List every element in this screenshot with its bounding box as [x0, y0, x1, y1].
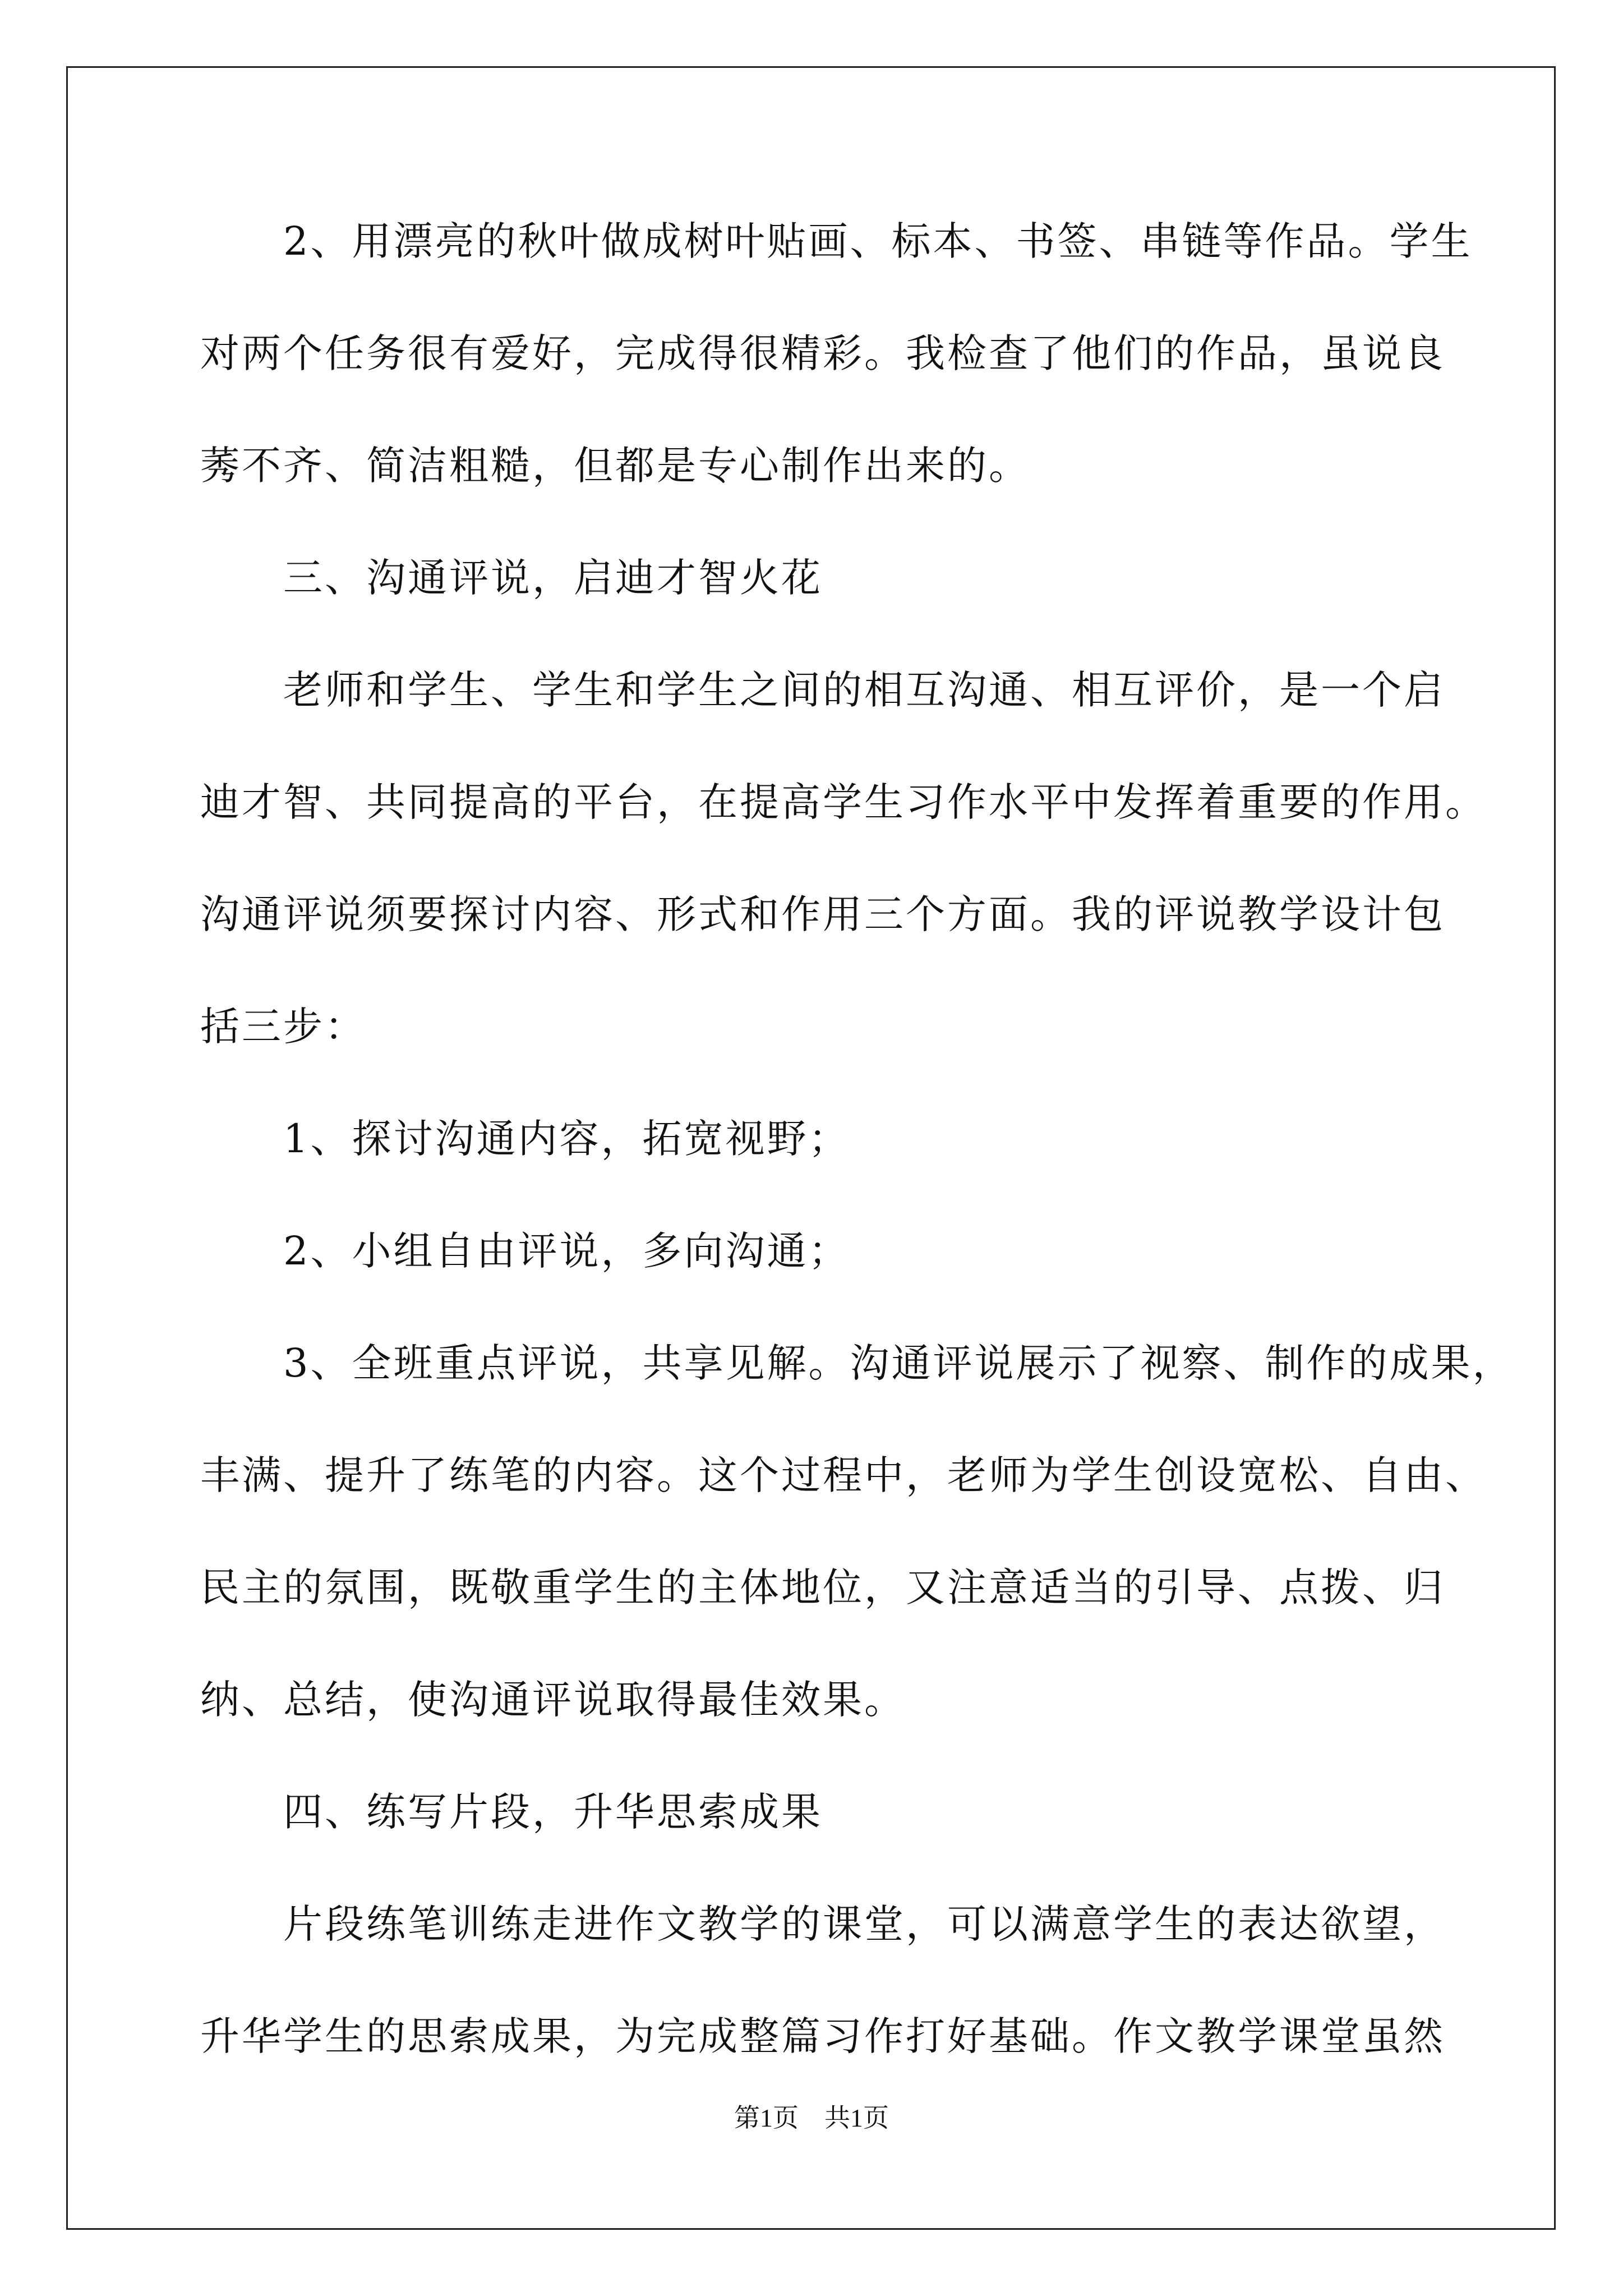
text-line: 莠不齐、简洁粗糙，但都是专心制作出来的。 — [200, 443, 1030, 489]
list-item: 2、小组自由评说，多向沟通； — [200, 1228, 850, 1274]
text-line: 老师和学生、学生和学生之间的相互沟通、相互评价，是一个启 — [200, 667, 1445, 713]
text-line: 片段练笔训练走进作文教学的课堂，可以满意学生的表达欲望， — [200, 1901, 1445, 1947]
text-line: 对两个任务很有爱好，完成得很精彩。我检查了他们的作品，虽说良 — [200, 330, 1445, 376]
text-line: 2、用漂亮的秋叶做成树叶贴画、标本、书签、串链等作品。学生 — [200, 218, 1473, 264]
text-line: 沟通评说须要探讨内容、形式和作用三个方面。我的评说教学设计包 — [200, 891, 1445, 937]
list-item: 3、全班重点评说，共享见解。沟通评说展示了视察、制作的成果， — [200, 1340, 1514, 1386]
text-line: 纳、总结，使沟通评说取得最佳效果。 — [200, 1677, 906, 1723]
text-line: 升华学生的思索成果，为完成整篇习作打好基础。作文教学课堂虽然 — [200, 2013, 1445, 2059]
text-line: 丰满、提升了练笔的内容。这个过程中，老师为学生创设宽松、自由、 — [200, 1452, 1487, 1498]
text-line: 民主的氛围，既敬重学生的主体地位，又注意适当的引导、点拨、归 — [200, 1565, 1445, 1611]
page-footer: 第1页 共1页 — [734, 2104, 889, 2132]
section-heading: 三、沟通评说，启迪才智火花 — [200, 555, 823, 601]
section-heading: 四、练写片段，升华思索成果 — [200, 1789, 823, 1835]
list-item: 1、探讨沟通内容，拓宽视野； — [200, 1116, 850, 1162]
text-line: 迪才智、共同提高的平台，在提高学生习作水平中发挥着重要的作用。 — [200, 779, 1487, 825]
text-line: 括三步： — [200, 1004, 366, 1050]
